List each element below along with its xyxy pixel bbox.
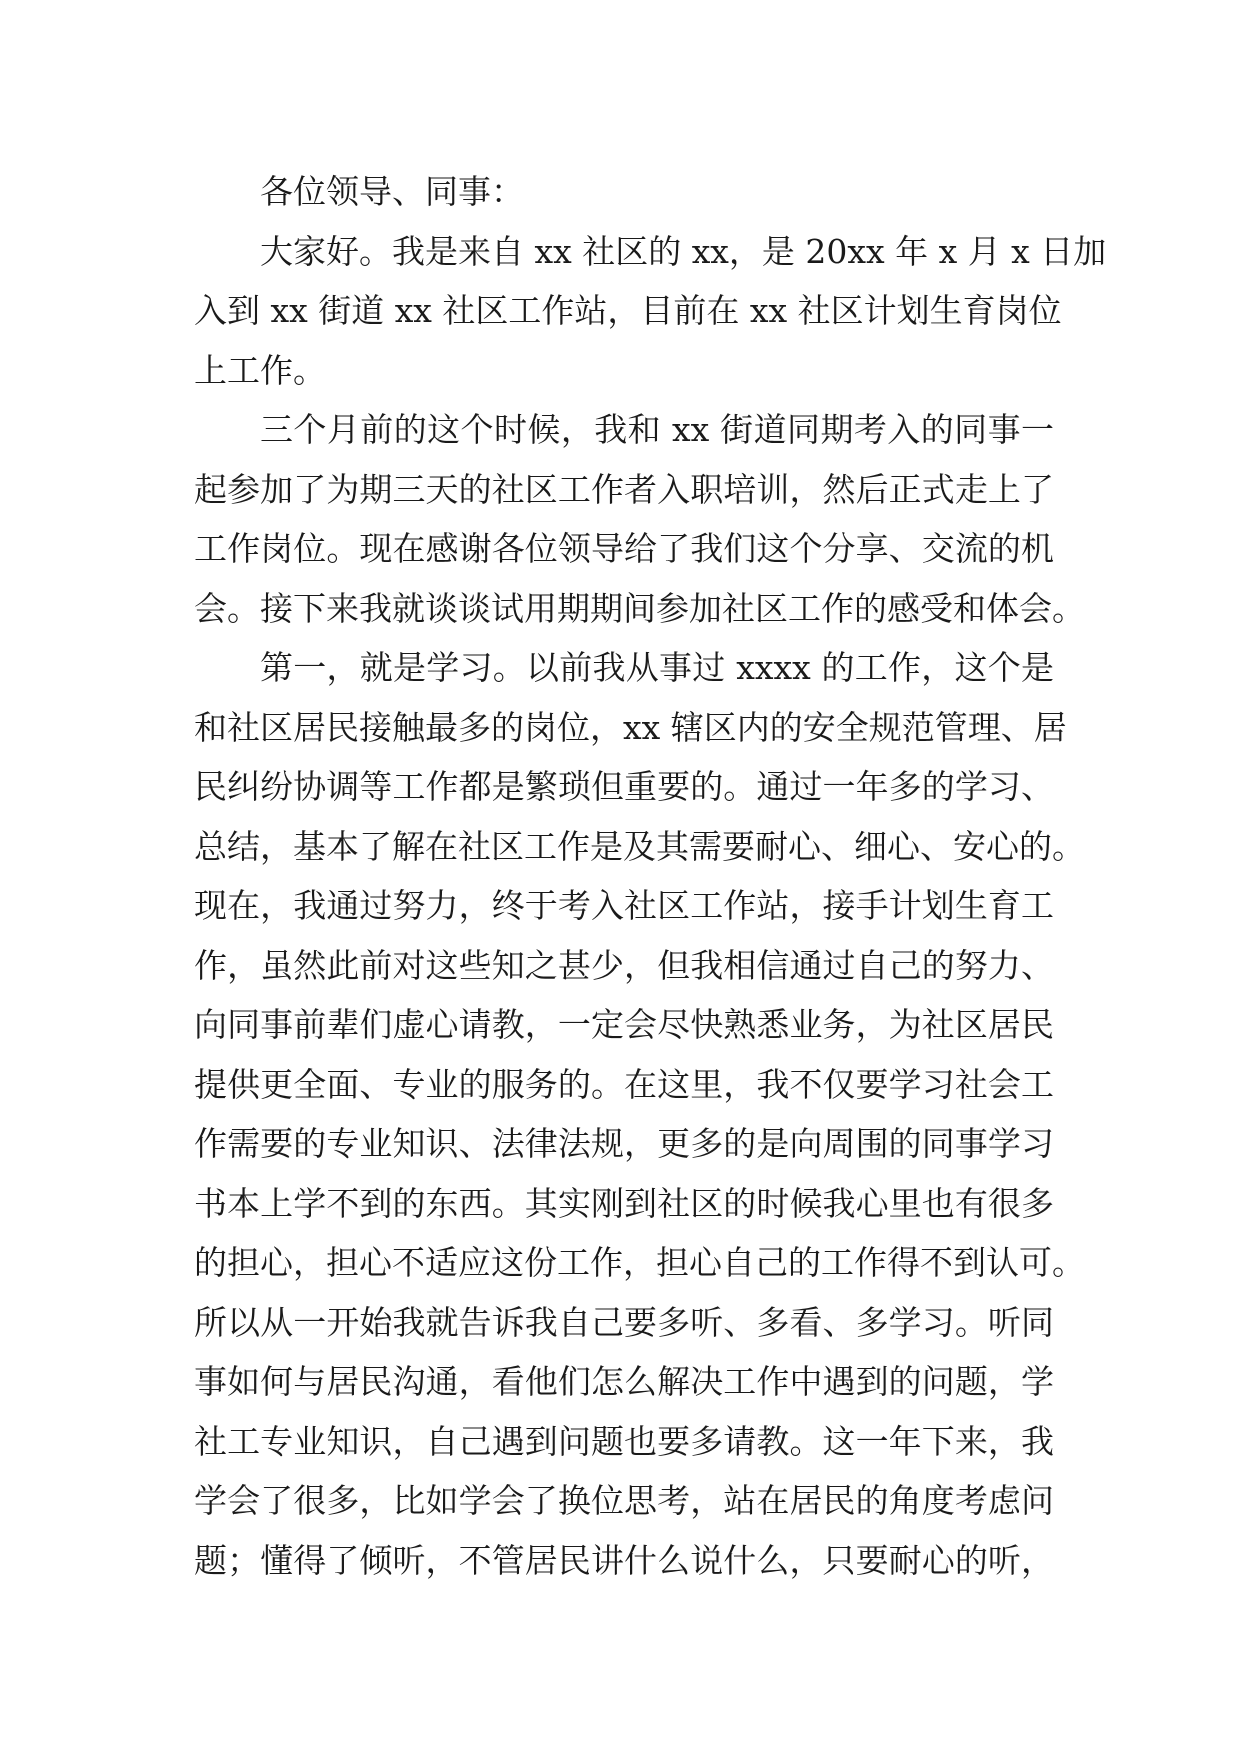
text-line: 第一，就是学习。以前我从事过 xxxx 的工作，这个是 [260, 648, 1054, 687]
text-line: 提供更全面、专业的服务的。在这里，我不仅要学习社会工 [194, 1064, 1054, 1104]
text-line: 所以从一开始我就告诉我自己要多听、多看、多学习。听同 [194, 1302, 1054, 1342]
text-line: 民纠纷协调等工作都是繁琐但重要的。通过一年多的学习、 [194, 767, 1054, 806]
text-line: 社工专业知识，自己遇到问题也要多请教。这一年下来，我 [194, 1421, 1054, 1461]
text-line: 向同事前辈们虚心请教，一定会尽快熟悉业务，为社区居民 [194, 1005, 1054, 1044]
text-line: 各位领导、同事： [260, 172, 524, 211]
text-line: 工作岗位。现在感谢各位领导给了我们这个分享、交流的机 [194, 529, 1054, 568]
text-line: 学会了很多，比如学会了换位思考，站在居民的角度考虑问 [194, 1481, 1054, 1520]
text-line: 总结，基本了解在社区工作是及其需要耐心、细心、安心的。 [194, 826, 1085, 866]
text-line: 现在，我通过努力，终于考入社区工作站，接手计划生育工 [194, 886, 1054, 925]
text-line: 入到 xx 街道 xx 社区工作站，目前在 xx 社区计划生育岗位 [194, 291, 1062, 330]
text-line: 题；懂得了倾听，不管居民讲什么说什么，只要耐心的听， [194, 1540, 1054, 1580]
text-line: 大家好。我是来自 xx 社区的 xx，是 20xx 年 x 月 x 日加 [260, 231, 1107, 271]
text-line: 的担心，担心不适应这份工作，担心自己的工作得不到认可。 [194, 1243, 1085, 1282]
text-line: 上工作。 [194, 350, 326, 390]
text-line: 作，虽然此前对这些知之甚少，但我相信通过自己的努力、 [194, 945, 1054, 985]
text-line: 起参加了为期三天的社区工作者入职培训，然后正式走上了 [194, 469, 1054, 509]
text-line: 会。接下来我就谈谈试用期期间参加社区工作的感受和体会。 [194, 588, 1085, 628]
document-body [194, 162, 1107, 1590]
text-line: 事如何与居民沟通，看他们怎么解决工作中遇到的问题，学 [194, 1362, 1054, 1401]
text-line: 和社区居民接触最多的岗位，xx 辖区内的安全规范管理、居 [194, 707, 1067, 747]
text-line: 作需要的专业知识、法律法规，更多的是向周围的同事学习 [194, 1124, 1054, 1163]
text-line: 三个月前的这个时候，我和 xx 街道同期考入的同事一 [260, 410, 1054, 449]
text-line: 书本上学不到的东西。其实刚到社区的时候我心里也有很多 [194, 1183, 1054, 1223]
